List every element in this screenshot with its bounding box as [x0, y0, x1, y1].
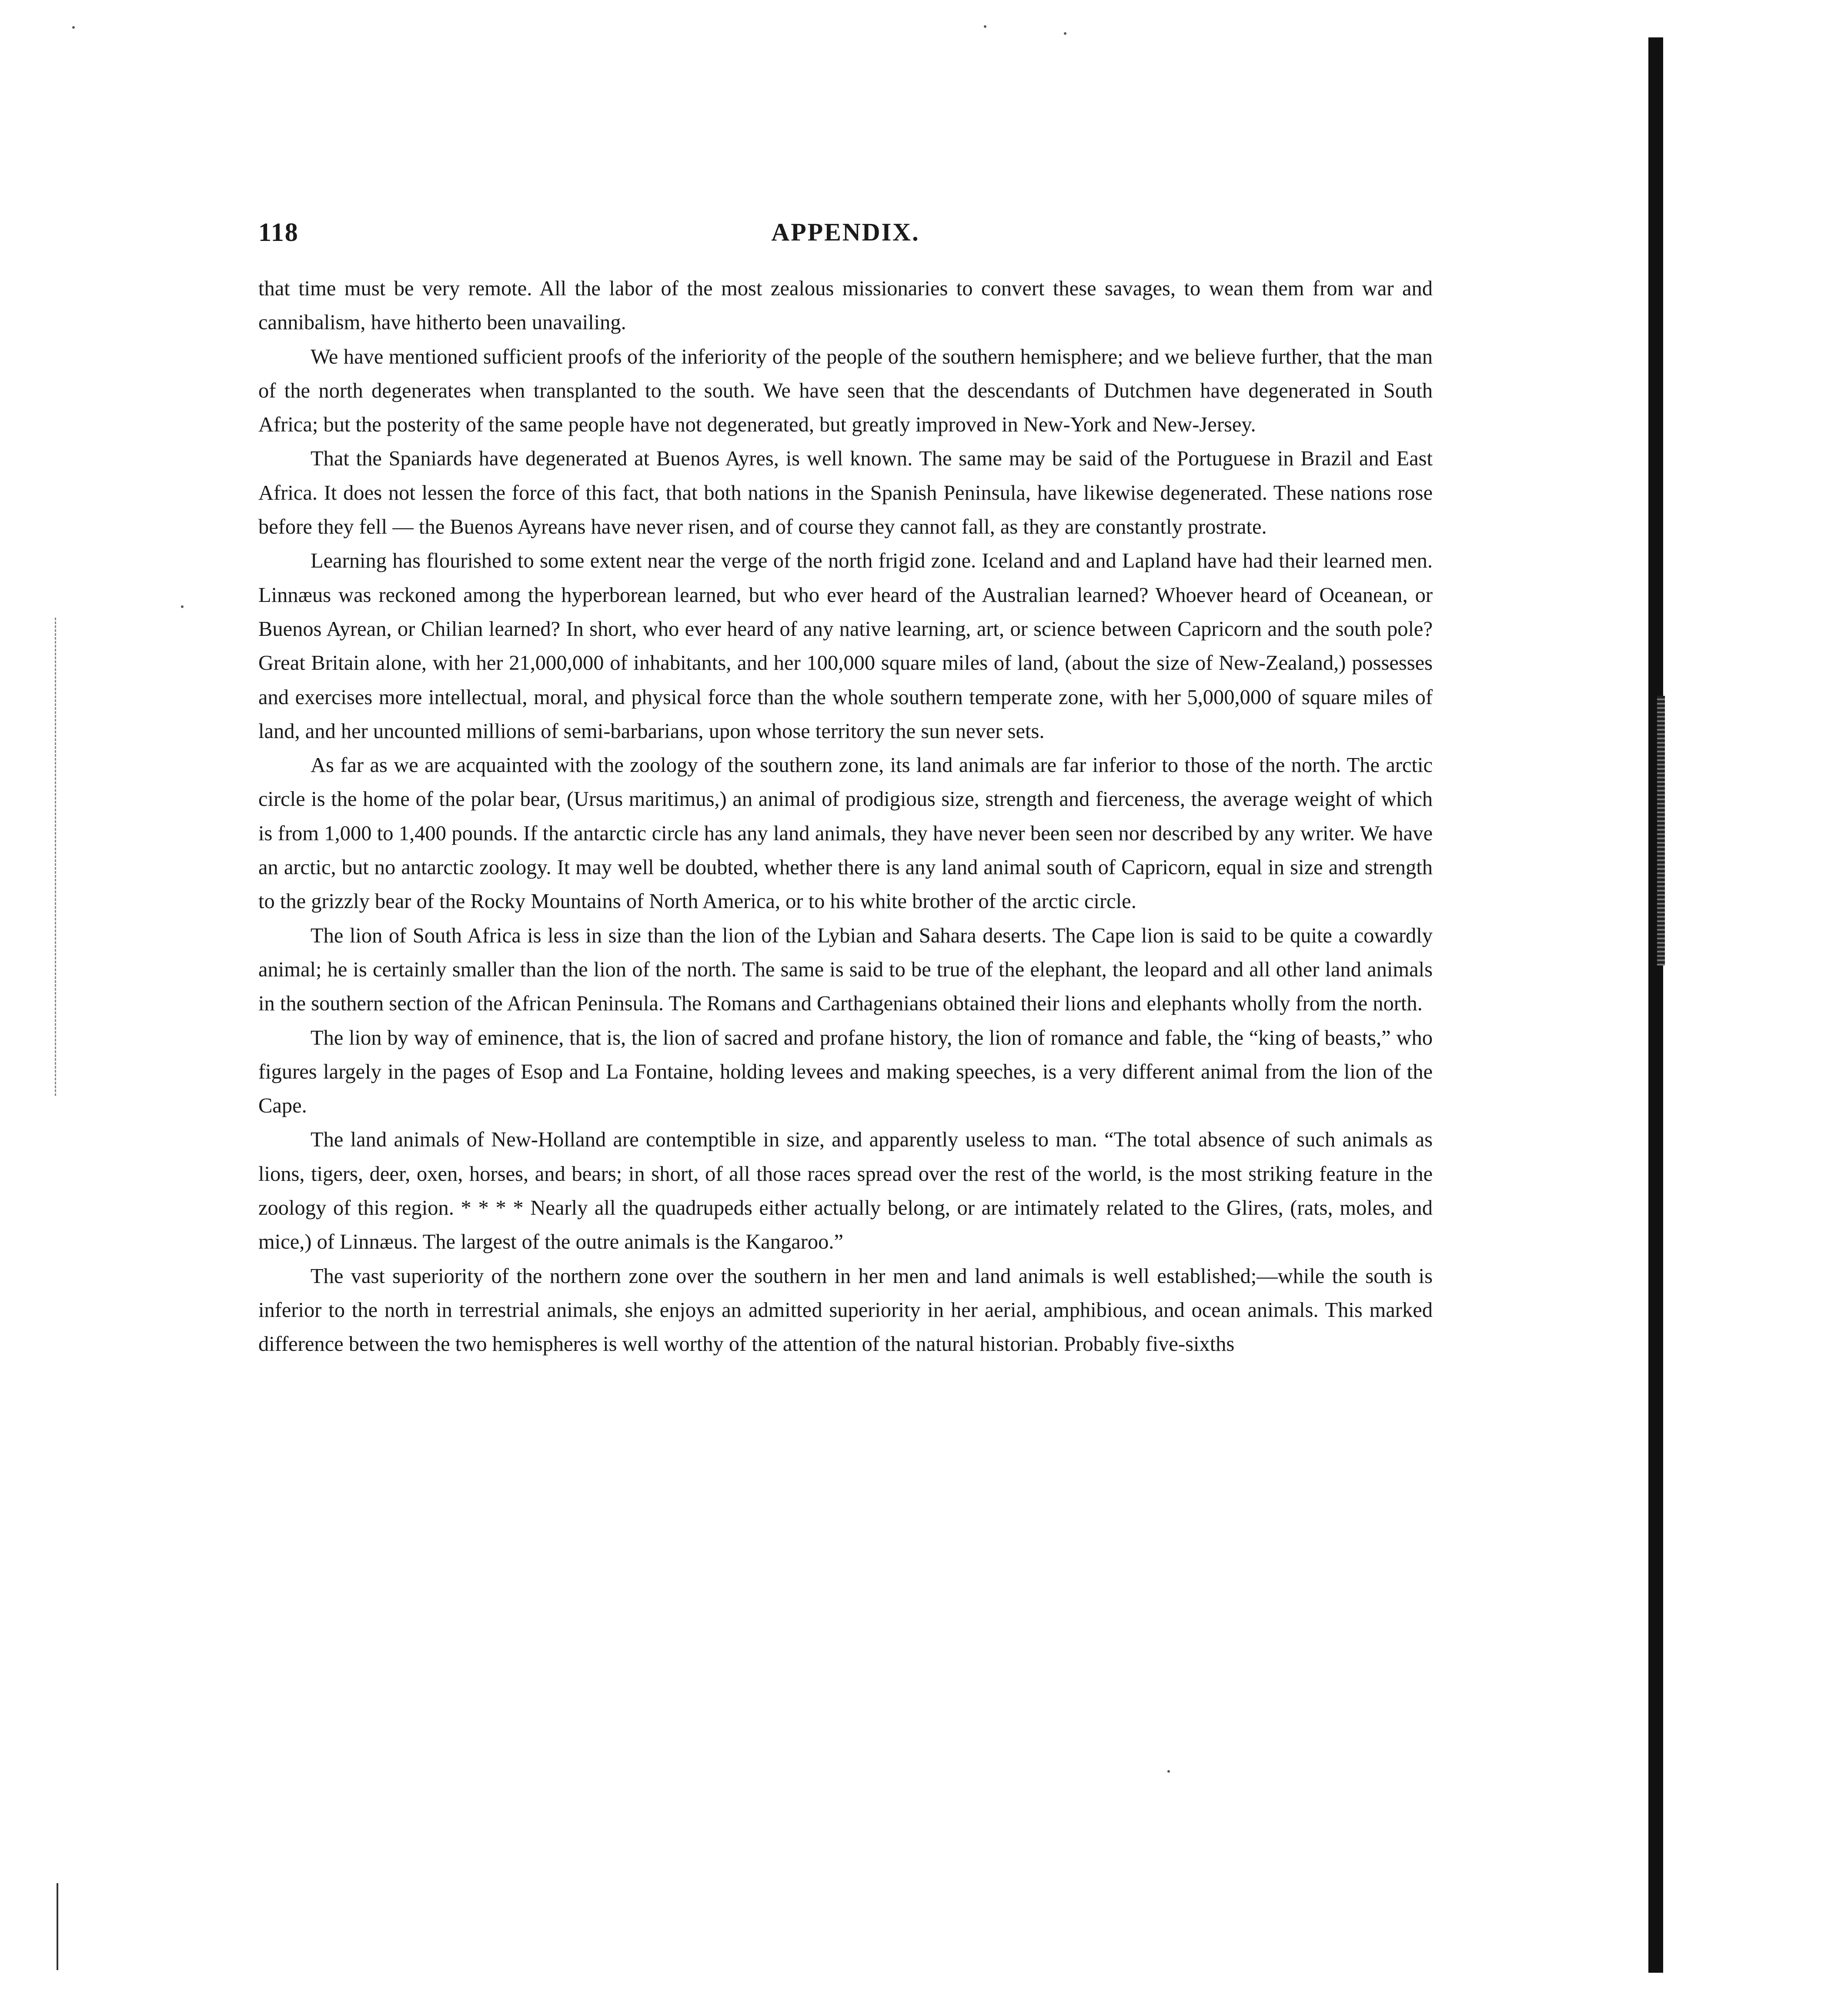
paragraph: Learning has flourished to some extent near the verge of the north frigid zone. Iceland and and Lapland have had their learned men. Linnæus was reckoned among the hyperborean learned, but who ever heard of the Australian learned? Whoever heard of Oceanean, or Buenos Ayrean, or Chilian learned? In short, who ever heard of any native learning, art, or science between Capricorn and the south pole? Great Britain alone, with her 21,000,000 of inhabitants, and her 100,000 square miles of land, (about the size of New-Zealand,) possesses and exercises more intellectual, moral, and physical force than the whole southern temperate zone, with her 5,000,000 of square miles of land, and her uncounted millions of semi-barbarians, upon whose territory the sun never sets.: [258, 549, 1433, 743]
paragraph: As far as we are acquainted with the zoology of the southern zone, its land animals are far inferior to those of the north. The arctic circle is the home of the polar bear, (Ursus maritimus,) an animal of prodigious size, strength and fierceness, the average weight of which is from 1,000 to 1,400 pounds. If the antarctic circle has any land animals, they have never been seen nor described by any writer. We have an arctic, but no antarctic zoology. It may well be doubted, whether there is any land animal south of Capricorn, equal in size and strength to the grizzly bear of the Rocky Mountains of North America, or to his white brother of the arctic circle.: [258, 754, 1433, 913]
paragraph: The vast superiority of the northern zone over the southern in her men and land animals is well established;—while the south is inferior to the north in terrestrial animals, she enjoys an admitted superiority in her aerial, amphibious, and ocean animals. This marked difference between the two hemispheres is well worthy of the attention of the natural historian. Probably five-sixths: [258, 1264, 1433, 1356]
binding-shadow: [1648, 37, 1663, 1973]
binding-edge-texture: [1657, 696, 1665, 965]
running-head: APPENDIX.: [771, 218, 920, 246]
paragraph: The lion by way of eminence, that is, the lion of sacred and profane history, the lion of romance and fable, the “king of beasts,” who figures largely in the pages of Esop and La Fontaine, holding levees and making speeches, is a very different animal from the lion of the Cape.: [258, 1026, 1433, 1118]
paragraph: That the Spaniards have degenerated at Buenos Ayres, is well known. The same may be said of the Portuguese in Brazil and East Africa. It does not lessen the force of this fact, that both nations in the Spanish Peninsula, have likewise degenerated. These nations rose before they fell — the Buenos Ayreans have never risen, and of course they cannot fall, as they are constantly prostrate.: [258, 447, 1433, 539]
page-header: [258, 217, 1433, 252]
paragraph: The lion of South Africa is less in size than the lion of the Lybian and Sahara deserts. The Cape lion is said to be quite a cowardly animal; he is certainly smaller than the lion of the north. The same is said to be true of the elephant, the leopard and all other land animals in the southern section of the African Peninsula. The Romans and Carthagenians obtained their lions and elephants wholly from the north.: [258, 924, 1433, 1016]
left-margin-mark-bottom: [57, 1883, 58, 1970]
scan-speck: [984, 25, 986, 28]
scan-speck: [181, 605, 184, 608]
scan-speck: [1167, 1770, 1170, 1773]
left-margin-marks: [55, 618, 59, 1096]
paragraph: The land animals of New-Holland are contemptible in size, and apparently useless to man. “The total absence of such animals as lions, tigers, deer, oxen, horses, and bears; in short, of all those races spread over the rest of the world, is the most striking feature in the zoology of this region. * * * * Nearly all the quadrupeds either actually belong, or are intimately related to the Glires, (rats, moles, and mice,) of Linnæus. The largest of the outre animals is the Kangaroo.”: [258, 1128, 1433, 1254]
page-number: 118: [258, 218, 299, 247]
scan-speck: [1064, 32, 1066, 35]
body-text: [258, 272, 1433, 1362]
paragraph: that time must be very remote. All the labor of the most zealous missionaries to convert these savages, to wean them from war and cannibalism, have hitherto been unavailing.: [258, 277, 1433, 334]
scan-speck: [72, 26, 75, 29]
paragraph: We have mentioned sufficient proofs of the inferiority of the people of the southern hemisphere; and we believe further, that the man of the north degenerates when transplanted to the south. We have seen that the descendants of Dutchmen have degenerated in South Africa; but the posterity of the same people have not degenerated, but greatly improved in New-York and New-Jersey.: [258, 345, 1433, 437]
